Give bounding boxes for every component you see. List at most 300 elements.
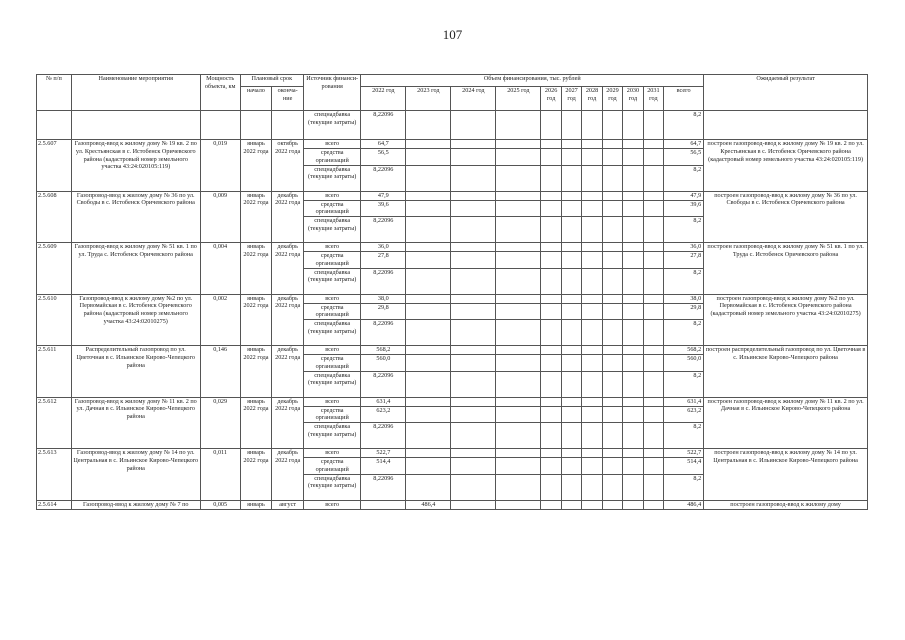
- value-empty: [496, 500, 541, 509]
- value-empty: [561, 423, 581, 449]
- value-empty: [496, 140, 541, 149]
- value-empty: [643, 268, 663, 294]
- value-empty: [582, 474, 602, 500]
- item-start: январь 2022 года: [240, 397, 272, 449]
- value-empty: [561, 165, 581, 191]
- value-empty: [602, 191, 622, 200]
- value-empty: [496, 397, 541, 406]
- item-name: Газопровод-ввод к жилому дому № 7 по: [71, 500, 200, 509]
- header-2022: 2022 год: [361, 87, 406, 111]
- value-2023: [406, 346, 451, 355]
- value-2022: 560,0: [361, 355, 406, 372]
- value-empty: [643, 165, 663, 191]
- value-total: 8,2: [664, 165, 704, 191]
- value-empty: [602, 243, 622, 252]
- value-empty: [623, 294, 643, 303]
- value-empty: [451, 149, 496, 166]
- value-2022: [361, 500, 406, 509]
- value-empty: [623, 423, 643, 449]
- item-result: построен газопровод-ввод к жилому дому № 11 кв. 2 по ул. Дачная в с. Ильинское Кирово-Чепецкого района: [704, 397, 868, 449]
- source-cell: спецнадбавка (текущие затраты): [304, 320, 361, 346]
- value-empty: [451, 449, 496, 458]
- table-row: [37, 140, 868, 149]
- value-2023: [406, 423, 451, 449]
- value-total: 36,0: [664, 243, 704, 252]
- value-total: 8,2: [664, 268, 704, 294]
- value-2022: 47,9: [361, 191, 406, 200]
- source-cell: всего: [304, 449, 361, 458]
- value-2022: 38,0: [361, 294, 406, 303]
- value-empty: [561, 243, 581, 252]
- value-empty: [623, 458, 643, 475]
- item-end: декабрь 2022 года: [272, 191, 304, 243]
- value-empty: [541, 165, 561, 191]
- item-name: Распределительный газопровод по ул. Цветочная в с. Ильинское Кирово-Чепецкого района: [71, 346, 200, 398]
- value-empty: [561, 320, 581, 346]
- value-total: 38,0: [664, 294, 704, 303]
- value-empty: [496, 165, 541, 191]
- item-result: построен газопровод-ввод к жилому дому № 19 кв. 2 по ул. Крестьянская в с. Истобенск Оричевского района (кадастровый номер земельного участка 43:24:020105:119): [704, 140, 868, 192]
- value-2023: [406, 449, 451, 458]
- value-2022: 8,22096: [361, 111, 406, 140]
- value-2023: [406, 371, 451, 397]
- value-empty: [541, 217, 561, 243]
- item-capacity: 0,004: [200, 243, 240, 295]
- item-name: Газопровод-ввод к жилому дому № 11 кв. 2 по ул. Дачная в с. Ильинское Кирово-Чепецкого района: [71, 397, 200, 449]
- value-empty: [541, 346, 561, 355]
- value-empty: [602, 355, 622, 372]
- value-empty: [582, 458, 602, 475]
- value-total: 8,2: [664, 474, 704, 500]
- value-2023: [406, 140, 451, 149]
- value-empty: [561, 346, 581, 355]
- value-empty: [643, 149, 663, 166]
- value-empty: [451, 406, 496, 423]
- item-name: Газопровод-ввод к жилому дому № 51 кв. 1 по ул. Труда с. Истобенск Оричевского района: [71, 243, 200, 295]
- value-total: 623,2: [664, 406, 704, 423]
- value-empty: [582, 191, 602, 200]
- table-row: [37, 397, 868, 406]
- value-empty: [602, 217, 622, 243]
- value-empty: [582, 355, 602, 372]
- value-empty: [602, 149, 622, 166]
- table-row: [37, 500, 868, 509]
- value-empty: [602, 500, 622, 509]
- value-empty: [451, 320, 496, 346]
- item-result: построен газопровод-ввод к жилому дому: [704, 500, 868, 509]
- value-2023: [406, 320, 451, 346]
- value-empty: [451, 397, 496, 406]
- item-end: декабрь 2022 года: [272, 346, 304, 398]
- value-2022: 36,0: [361, 243, 406, 252]
- value-empty: [582, 500, 602, 509]
- value-empty: [602, 397, 622, 406]
- value-empty: [623, 406, 643, 423]
- value-total: 27,8: [664, 252, 704, 269]
- value-empty: [496, 191, 541, 200]
- header-2028: 2028 год: [582, 87, 602, 111]
- item-end: декабрь 2022 года: [272, 294, 304, 346]
- value-empty: [496, 268, 541, 294]
- item-name: Газопровод-ввод к жилому дому №2 по ул. Первомайская в с. Истобенск Оричевского района (кадастровый номер земельного участка 43:24:02010275): [71, 294, 200, 346]
- table-row: [37, 243, 868, 252]
- value-empty: [643, 474, 663, 500]
- value-empty: [496, 423, 541, 449]
- item-end: август: [272, 500, 304, 509]
- value-empty: [451, 371, 496, 397]
- value-empty: [541, 458, 561, 475]
- value-2023: [406, 243, 451, 252]
- value-empty: [496, 371, 541, 397]
- source-cell: спецнадбавка (текущие затраты): [304, 268, 361, 294]
- value-2023: [406, 165, 451, 191]
- value-empty: [496, 355, 541, 372]
- header-start: начало: [240, 87, 272, 111]
- item-number: 2.5.607: [37, 140, 72, 192]
- value-empty: [623, 303, 643, 320]
- value-empty: [451, 140, 496, 149]
- source-cell: всего: [304, 140, 361, 149]
- value-total: 568,2: [664, 346, 704, 355]
- value-2022: 8,22096: [361, 474, 406, 500]
- value-total: 8,2: [664, 371, 704, 397]
- value-empty: [561, 474, 581, 500]
- item-name: Газопровод-ввод к жилому дому № 36 по ул. Свободы в с. Истобенск Оричевского района: [71, 191, 200, 243]
- value-empty: [602, 371, 622, 397]
- value-empty: [602, 474, 622, 500]
- value-empty: [496, 252, 541, 269]
- value-empty: [582, 243, 602, 252]
- value-empty: [451, 243, 496, 252]
- item-start: январь 2022 года: [240, 294, 272, 346]
- value-2023: 486,4: [406, 500, 451, 509]
- header-capacity: Мощность объекта, км: [200, 75, 240, 111]
- value-2022: 64,7: [361, 140, 406, 149]
- value-empty: [643, 449, 663, 458]
- table-row: [37, 294, 868, 303]
- source-cell: средства организаций: [304, 303, 361, 320]
- item-start: январь 2022 года: [240, 243, 272, 295]
- header-total: всего: [664, 87, 704, 111]
- value-empty: [541, 191, 561, 200]
- source-cell: всего: [304, 294, 361, 303]
- source-cell: спецнадбавка (текущие затраты): [304, 423, 361, 449]
- item-start: январь: [240, 500, 272, 509]
- value-empty: [582, 149, 602, 166]
- value-2022: 522,7: [361, 449, 406, 458]
- value-2023: [406, 397, 451, 406]
- value-2023: [406, 200, 451, 217]
- value-total: 8,2: [664, 320, 704, 346]
- value-empty: [602, 423, 622, 449]
- value-empty: [561, 252, 581, 269]
- value-empty: [623, 243, 643, 252]
- value-empty: [561, 449, 581, 458]
- value-2022: 8,22096: [361, 423, 406, 449]
- value-empty: [643, 500, 663, 509]
- value-total: 39,6: [664, 200, 704, 217]
- value-2022: 29,8: [361, 303, 406, 320]
- value-empty: [623, 355, 643, 372]
- value-empty: [451, 355, 496, 372]
- item-capacity: 0,019: [200, 140, 240, 192]
- item-result: построен газопровод-ввод к жилому дому №2 по ул. Первомайская в с. Истобенск Оричевского района (кадастровый номер земельного участка 43:24:02010275): [704, 294, 868, 346]
- source-cell: средства организаций: [304, 355, 361, 372]
- value-2022: 623,2: [361, 406, 406, 423]
- value-empty: [541, 294, 561, 303]
- item-end: декабрь 2022 года: [272, 243, 304, 295]
- value-empty: [623, 397, 643, 406]
- value-empty: [643, 320, 663, 346]
- item-name: Газопровод-ввод к жилому дому № 14 по ул. Центральная в с. Ильинское Кирово-Чепецкого района: [71, 449, 200, 501]
- value-empty: [643, 397, 663, 406]
- value-empty: [602, 458, 622, 475]
- value-2022: 631,4: [361, 397, 406, 406]
- value-2023: [406, 252, 451, 269]
- value-empty: [582, 406, 602, 423]
- item-capacity: 0,005: [200, 500, 240, 509]
- value-empty: [643, 406, 663, 423]
- header-source: Источник финанси-рования: [304, 75, 361, 111]
- value-2022: 8,22096: [361, 371, 406, 397]
- value-empty: [561, 191, 581, 200]
- value-2022: 514,4: [361, 458, 406, 475]
- value-2023: [406, 191, 451, 200]
- value-empty: [496, 149, 541, 166]
- item-start: январь 2022 года: [240, 449, 272, 501]
- value-empty: [541, 140, 561, 149]
- value-empty: [561, 397, 581, 406]
- header-deadline: Плановый срок: [240, 75, 303, 87]
- value-empty: [582, 397, 602, 406]
- item-start: январь 2022 года: [240, 140, 272, 192]
- value-empty: [451, 294, 496, 303]
- value-empty: [496, 474, 541, 500]
- header-2025: 2025 год: [496, 87, 541, 111]
- value-empty: [582, 217, 602, 243]
- value-empty: [623, 500, 643, 509]
- value-empty: [643, 243, 663, 252]
- value-empty: [623, 140, 643, 149]
- value-empty: [541, 252, 561, 269]
- value-2023: [406, 458, 451, 475]
- value-empty: [561, 355, 581, 372]
- value-empty: [496, 458, 541, 475]
- value-empty: [541, 268, 561, 294]
- header-result: Ожидаемый результат: [704, 75, 868, 111]
- value-empty: [496, 320, 541, 346]
- value-empty: [561, 217, 581, 243]
- value-empty: [643, 140, 663, 149]
- source-cell: средства организаций: [304, 149, 361, 166]
- value-empty: [541, 397, 561, 406]
- value-empty: [602, 449, 622, 458]
- header-volume: Объем финансирования, тыс. рублей: [361, 75, 704, 87]
- source-cell: спецнадбавка (текущие затраты): [304, 217, 361, 243]
- value-empty: [541, 320, 561, 346]
- source-cell: спецнадбавка (текущие затраты): [304, 111, 361, 140]
- value-2023: [406, 303, 451, 320]
- value-2022: 39,6: [361, 200, 406, 217]
- value-empty: [582, 371, 602, 397]
- value-empty: [623, 371, 643, 397]
- item-result: построен газопровод-ввод к жилому дому № 36 по ул. Свободы в с. Истобенск Оричевского района: [704, 191, 868, 243]
- value-empty: [561, 140, 581, 149]
- header-2027: 2027 год: [561, 87, 581, 111]
- value-total: 522,7: [664, 449, 704, 458]
- value-2022: 568,2: [361, 346, 406, 355]
- value-empty: [602, 252, 622, 269]
- value-empty: [602, 406, 622, 423]
- value-2022: 27,8: [361, 252, 406, 269]
- header-2029: 2029 год: [602, 87, 622, 111]
- value-empty: [561, 303, 581, 320]
- value-empty: [451, 500, 496, 509]
- value-empty: [643, 191, 663, 200]
- value-empty: [623, 474, 643, 500]
- header-2026: 2026 год: [541, 87, 561, 111]
- item-result: построен газопровод-ввод к жилому дому № 14 по ул. Центральная в с. Ильинское Кирово-Чепецкого района: [704, 449, 868, 501]
- item-result: построен распределительный газопровод по ул. Цветочная в с. Ильинское Кирово-Чепецкого района: [704, 346, 868, 398]
- value-empty: [623, 200, 643, 217]
- item-number: 2.5.611: [37, 346, 72, 398]
- value-2022: 8,22096: [361, 165, 406, 191]
- value-empty: [451, 303, 496, 320]
- value-empty: [582, 320, 602, 346]
- value-empty: [451, 252, 496, 269]
- value-total: 8,2: [664, 423, 704, 449]
- value-2023: [406, 217, 451, 243]
- value-empty: [643, 303, 663, 320]
- source-cell: всего: [304, 243, 361, 252]
- source-cell: средства организаций: [304, 458, 361, 475]
- item-start: январь 2022 года: [240, 346, 272, 398]
- value-empty: [582, 268, 602, 294]
- value-2023: [406, 406, 451, 423]
- item-end: декабрь 2022 года: [272, 449, 304, 501]
- value-total: 29,8: [664, 303, 704, 320]
- value-empty: [623, 346, 643, 355]
- value-empty: [451, 423, 496, 449]
- value-2023: [406, 268, 451, 294]
- value-empty: [541, 200, 561, 217]
- header-2030: 2030 год: [623, 87, 643, 111]
- value-2023: [406, 355, 451, 372]
- item-result: построен газопровод-ввод к жилому дому № 51 кв. 1 по ул. Труда с. Истобенск Оричевского района: [704, 243, 868, 295]
- item-end: декабрь 2022 года: [272, 397, 304, 449]
- value-empty: [602, 320, 622, 346]
- value-empty: [602, 346, 622, 355]
- value-empty: [541, 423, 561, 449]
- source-cell: спецнадбавка (текущие затраты): [304, 474, 361, 500]
- item-end: октябрь 2022 года: [272, 140, 304, 192]
- value-empty: [561, 371, 581, 397]
- item-number: 2.5.609: [37, 243, 72, 295]
- value-empty: [541, 449, 561, 458]
- value-empty: [496, 294, 541, 303]
- table-row: [37, 449, 868, 458]
- value-empty: [496, 346, 541, 355]
- item-number: 2.5.613: [37, 449, 72, 501]
- continued-row: [37, 111, 868, 140]
- value-empty: [451, 458, 496, 475]
- value-empty: [541, 355, 561, 372]
- source-cell: средства организаций: [304, 406, 361, 423]
- value-empty: [496, 243, 541, 252]
- value-2023: [406, 294, 451, 303]
- value-empty: [561, 149, 581, 166]
- value-empty: [451, 346, 496, 355]
- value-empty: [623, 149, 643, 166]
- source-cell: средства организаций: [304, 252, 361, 269]
- value-empty: [582, 165, 602, 191]
- item-start: январь 2022 года: [240, 191, 272, 243]
- value-empty: [623, 449, 643, 458]
- value-empty: [541, 500, 561, 509]
- value-total: 514,4: [664, 458, 704, 475]
- value-empty: [602, 200, 622, 217]
- value-2023: [406, 149, 451, 166]
- value-empty: [643, 371, 663, 397]
- source-cell: всего: [304, 346, 361, 355]
- value-total: 486,4: [664, 500, 704, 509]
- value-empty: [643, 423, 663, 449]
- header-2031: 2031 год: [643, 87, 663, 111]
- item-number: 2.5.612: [37, 397, 72, 449]
- value-2022: 8,22096: [361, 217, 406, 243]
- header-end: оконча-ние: [272, 87, 304, 111]
- value-empty: [582, 294, 602, 303]
- value-empty: [643, 294, 663, 303]
- value-empty: [541, 474, 561, 500]
- value-empty: [451, 474, 496, 500]
- table-row: [37, 346, 868, 355]
- header-2023: 2023 год: [406, 87, 451, 111]
- source-cell: средства организаций: [304, 200, 361, 217]
- item-capacity: 0,002: [200, 294, 240, 346]
- value-total: 64,7: [664, 140, 704, 149]
- value-empty: [582, 346, 602, 355]
- value-empty: [582, 200, 602, 217]
- header-num: № п/п: [37, 75, 72, 111]
- source-cell: спецнадбавка (текущие затраты): [304, 371, 361, 397]
- value-empty: [643, 252, 663, 269]
- value-empty: [541, 371, 561, 397]
- value-empty: [602, 165, 622, 191]
- value-empty: [602, 268, 622, 294]
- value-empty: [623, 217, 643, 243]
- value-empty: [496, 303, 541, 320]
- value-empty: [451, 200, 496, 217]
- item-number: 2.5.608: [37, 191, 72, 243]
- value-total: 560,0: [664, 355, 704, 372]
- item-capacity: 0,011: [200, 449, 240, 501]
- value-empty: [541, 406, 561, 423]
- value-empty: [582, 140, 602, 149]
- item-capacity: 0,009: [200, 191, 240, 243]
- value-empty: [582, 252, 602, 269]
- value-empty: [623, 268, 643, 294]
- source-cell: всего: [304, 191, 361, 200]
- value-2023: [406, 474, 451, 500]
- item-number: 2.5.610: [37, 294, 72, 346]
- value-empty: [643, 458, 663, 475]
- value-empty: [451, 165, 496, 191]
- page-number: 107: [442, 27, 463, 42]
- source-cell: всего: [304, 397, 361, 406]
- value-2022: 56,5: [361, 149, 406, 166]
- item-name: Газопровод-ввод к жилому дому № 19 кв. 2 по ул. Крестьянская в с. Истобенск Оричевского района (кадастровый номер земельного участка 43:24:020105:119): [71, 140, 200, 192]
